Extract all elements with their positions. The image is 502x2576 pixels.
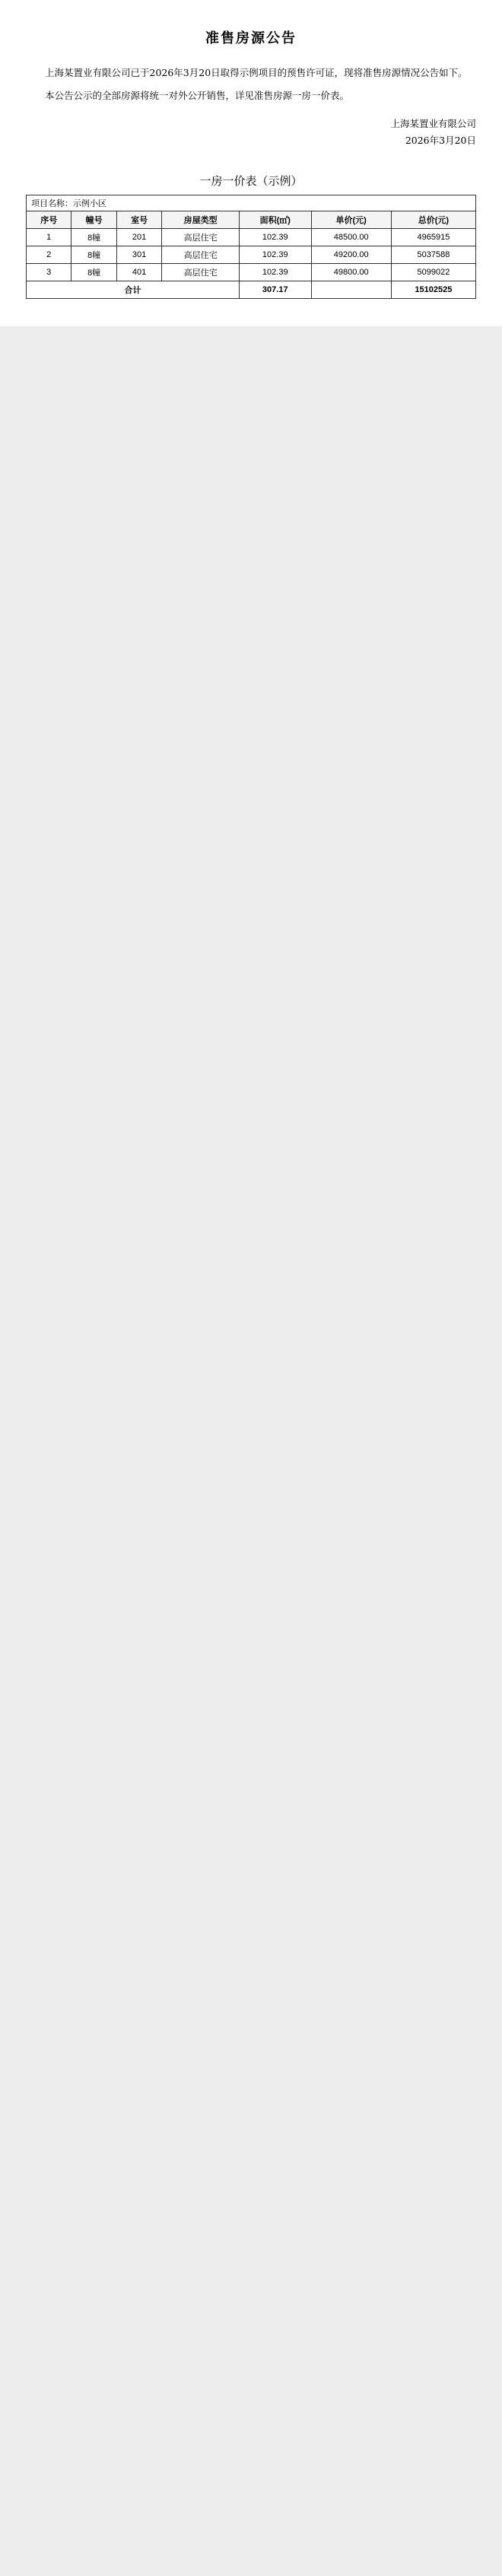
column-header: 单价(元) <box>311 211 391 228</box>
total-area: 307.17 <box>239 281 311 298</box>
signature-block <box>26 116 476 150</box>
table-cell: 102.39 <box>239 246 311 263</box>
notice-page <box>0 0 502 326</box>
table-cell: 401 <box>116 263 161 281</box>
table-cell: 8幢 <box>71 246 116 263</box>
total-price: 15102525 <box>391 281 475 298</box>
table-cell: 49800.00 <box>311 263 391 281</box>
sign-date: 2026年3月20日 <box>405 135 476 146</box>
notice-title: 准售房源公告 <box>205 30 297 46</box>
header-row <box>27 211 476 228</box>
table-cell: 201 <box>116 228 161 246</box>
table-cell: 1 <box>27 228 71 246</box>
table-row <box>27 263 476 281</box>
table-body <box>27 228 476 281</box>
table-cell: 102.39 <box>239 263 311 281</box>
project-name: 项目名称：示例小区 <box>26 195 476 211</box>
column-header: 总价(元) <box>391 211 475 228</box>
table-cell: 高层住宅 <box>162 228 240 246</box>
notice-paragraph: 本公告公示的全部房源将统一对外公开销售，详见准售房源一房一价表。 <box>45 89 350 101</box>
table-cell: 5037588 <box>391 246 475 263</box>
column-header: 室号 <box>116 211 161 228</box>
column-header: 序号 <box>27 211 71 228</box>
table-caption: 一房一价表（示例） <box>199 173 303 188</box>
notice-paragraph: 上海某置业有限公司已于2026年3月20日取得示例项目的预售许可证，现将准售房源情况公告如下。 <box>45 67 468 78</box>
table-cell: 3 <box>27 263 71 281</box>
table-row <box>27 228 476 246</box>
table-cell: 高层住宅 <box>162 246 240 263</box>
table-cell: 8幢 <box>71 263 116 281</box>
column-header: 房屋类型 <box>162 211 240 228</box>
column-header: 幢号 <box>71 211 116 228</box>
table-cell: 301 <box>116 246 161 263</box>
table-cell: 2 <box>27 246 71 263</box>
table-cell: 5099022 <box>391 263 475 281</box>
table-cell: 4965915 <box>391 228 475 246</box>
signer-name: 上海某置业有限公司 <box>390 117 476 129</box>
total-label: 合计 <box>27 281 240 298</box>
table-row <box>27 246 476 263</box>
price-table <box>26 211 476 299</box>
table-cell: 高层住宅 <box>162 263 240 281</box>
table-cell: 8幢 <box>71 228 116 246</box>
total-row <box>27 281 476 298</box>
table-cell: 48500.00 <box>311 228 391 246</box>
column-header: 面积(㎡) <box>239 211 311 228</box>
table-cell: 102.39 <box>239 228 311 246</box>
total-spacer <box>311 281 391 298</box>
table-cell: 49200.00 <box>311 246 391 263</box>
